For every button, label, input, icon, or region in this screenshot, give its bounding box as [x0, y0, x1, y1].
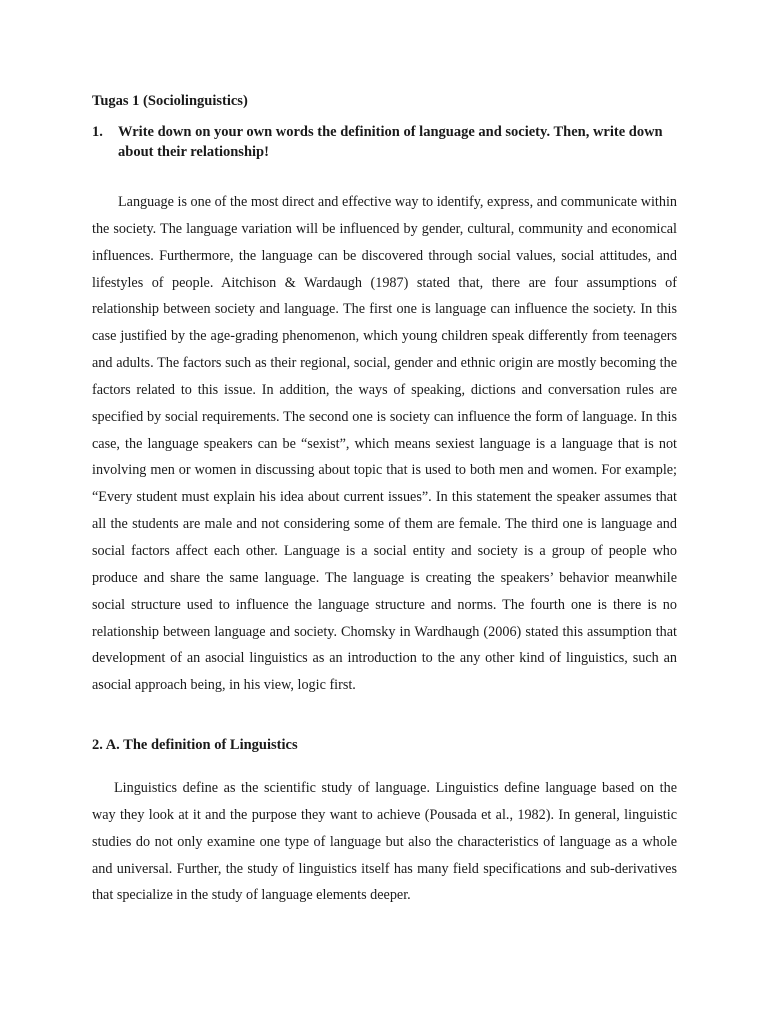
question-1-text: Write down on your own words the definition of language and society. Then, write down about their relationship! — [118, 124, 663, 160]
question-1-number: 1. — [92, 124, 103, 140]
answer-paragraph-1: Language is one of the most direct and effective way to identify, express, and communicate within the society. The language variation will be influenced by gender, cultural, community and economical influences. Furthermore, the language can be discovered through social values, social attitudes, and lifestyles of people. Aitchison & Wardaugh (1987) stated that, there are four assumptions of relationship between society and language. The first one is language can influence the society. In this case justified by the age-grading phenomenon, which young children speak differently from teenagers and adults. The factors such as their regional, social, gender and ethnic origin are mostly becoming the factors related to this issue. In addition, the ways of speaking, dictions and conversation rules are specified by social requirements. The second one is society can influence the form of language. In this case, the language speakers can be “sexist”, which means sexiest language is a language that is not involving men or women in discussing about topic that is used to both men and women. For example; “Every student must explain his idea about current issues”. In this statement the speaker assumes that all the students are male and not considering some of them are female. The third one is language and social factors affect each other. Language is a social entity and society is a group of people who produce and share the same language. The language is creating the speakers’ behavior meanwhile social structure used to influence the language structure and norms. The fourth one is there is no relationship between language and society. Chomsky in Wardhaugh (2006) stated this assumption that development of an asocial linguistics as an introduction to the any other kind of linguistics, such an asocial approach being, in his view, logic first. — [92, 194, 677, 694]
question-1 — [92, 122, 682, 162]
section-2-heading: 2. A. The definition of Linguistics — [92, 737, 298, 753]
document-title: Tugas 1 (Sociolinguistics) — [92, 93, 248, 109]
answer-paragraph-2: Linguistics define as the scientific study of language. Linguistics define language based on the way they look at it and the purpose they want to achieve (Pousada et al., 1982). In general, linguistic studies do not only examine one type of language but also the characteristics of language as a whole and universal. Further, the study of linguistics itself has many field specifications and sub-derivatives that specialize in the study of language elements deeper. — [92, 780, 677, 904]
